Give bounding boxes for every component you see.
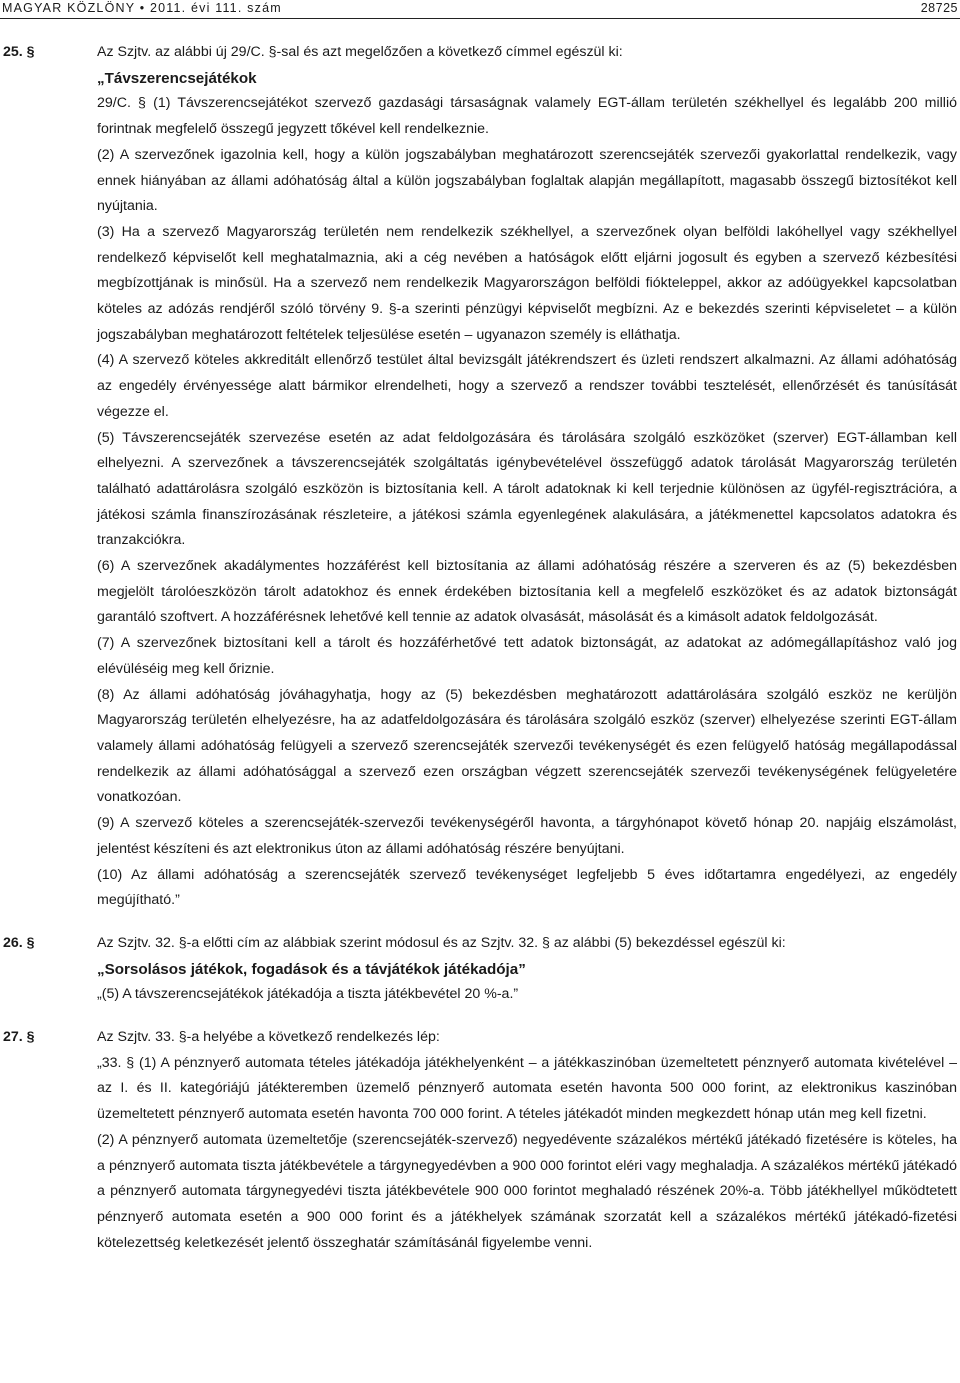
- journal-title: MAGYAR KÖZLÖNY • 2011. évi 111. szám: [2, 1, 282, 15]
- section-number: 26. §: [3, 934, 35, 951]
- paragraph: (9) A szervező köteles a szerencsejáték-szervezői tevékenységéről havonta, a tárgyhónapot követő hónap 20. napjáig elszámolást, jelentést készíteni és azt elektronikus úton az állami adóhatóság részére benyújtani.: [97, 815, 957, 857]
- paragraph: Az Szjtv. 32. §-a előtti cím az alábbiak szerint módosul és az Szjtv. 32. § az alábbi (5) bekezdéssel egészül ki:: [97, 934, 786, 951]
- paragraph: „33. § (1) A pénznyerő automata tételes játékadója játékhelyenként – a játékkaszinóban üzemeltetett pénznyerő automata kivételével – az I. és II. kategóriájú játékteremben üzemelő pénznyerő automata esetén havonta 500 000 forint, az elektronikus kaszinóban üzemeltetett pénznyerő automata esetén havonta 700 000 forint. A tételes játékadót minden megkezdett hónap után meg kell fizetni.: [97, 1054, 957, 1123]
- paragraph: (10) Az állami adóhatóság a szerencsejáték szervező tevékenységet legfeljebb 5 éves időtartamra engedélyezi, az engedély megújítható.”: [97, 866, 957, 909]
- paragraph: (4) A szervező köteles akkreditált ellenőrző testület által bevizsgált játékrendszert és üzleti rendszert alkalmazni. Az állami adóhatóság az engedély érvényessége alatt bármikor elrendelheti, hogy a szervező a rendszer további tesztelését, ellenőrzését és tanúsítását végezze el.: [97, 352, 957, 420]
- section: [0, 40, 960, 914]
- paragraph: (5) Távszerencsejáték szervezése esetén az adat feldolgozására és tárolására szolgáló eszközöket (szerver) EGT-államban kell elhelyezni. A szervezőnek a távszerencsejáték szolgáltatás igénybevételével összefüggő adatok tárolását Magyarország területén található adattárolásra szolgáló eszközön is biztosítania kell. A tárolt adatoknak ki kell terjednie különösen az ügyfél-regisztrációra, a játékosi számla finanszírozásának részleteire, a játékosi számla egyenlegének alakulására, a játékmenettel kapcsolatos adatokra és tranzakciókra.: [97, 429, 957, 549]
- paragraph: (3) Ha a szervező Magyarország területén nem rendelkezik székhellyel, a szervezőnek olyan belföldi lakóhellyel vagy székhellyel rendelkező képviselőt kell meghatalmaznia, aki a cég nevében a hatóságok előtt eljárni jogosult és egyben a szervező kézbesítési megbízottjának is minősül. Ha a szervező nem rendelkezik Magyarországon belföldi fiókteleppel, akkor az adóügyekkel kapcsolatban köteles az adózás rendjéről szóló törvény 9. §-a szerinti pénzügyi képviselőt megbízni. Az e bekezdés szerinti képviseletet – a külön jogszabályban meghatározott feltételek teljesülése esetén – ugyanazon személy is elláthatja.: [97, 223, 957, 343]
- section: [0, 1025, 960, 1256]
- document-body: [0, 40, 960, 1273]
- page-header: [0, 0, 960, 18]
- section-number: 25. §: [3, 44, 35, 60]
- paragraph: 29/C. § (1) Távszerencsejátékot szervező gazdasági társaságnak valamely EGT-állam területén székhellyel és legalább 200 millió forintnak megfelelő összegű jegyzett tőkével kell rendelkeznie.: [97, 95, 957, 138]
- paragraph: Az Szjtv. az alábbi új 29/C. §-sal és azt megelőzően a következő címmel egészül ki:: [97, 44, 623, 60]
- paragraph: (6) A szervezőnek akadálymentes hozzáférést kell biztosítania az állami adóhatóság részére a szerveren és az (5) bekezdésben megjelölt tárolóeszközön tárolt adatokhoz és ennek érdekében biztosítania kell a megfelelő eszközöket és az adatok biztonságát garantáló szoftvert. A hozzáférésnek lehetővé kell tennie az adatok olvasását, másolását és a kimásolt adatok feldolgozását.: [97, 558, 957, 626]
- paragraph: (2) A pénznyerő automata üzemeltetője (szerencsejáték-szervező) negyedévente százalékos mértékű játékadó fizetésére is köteles, ha a pénznyerő automata tiszta játékbevétele a tárgynegyedévben a 900 000 forintot eléri vagy meghaladja. A százalékos mértékű játékadó a pénznyerő automata tárgynegyedévi tiszta játékbevétele 900 000 forintot meghaladó részének 20%-a. Több játékhellyel működtetett pénznyerő automata esetén a 900 000 forint és a játékhelyek számának szorzatát kell a százalékos mértékű játékadó-fizetési kötelezettség keletkezését jelentő összeghatár számításánál figyelembe venni.: [97, 1131, 957, 1251]
- paragraph: (2) A szervezőnek igazolnia kell, hogy a külön jogszabályban meghatározott szerencsejáték szervezői gyakorlattal rendelkezik, vagy ennek hiányában az állami adóhatóság által a külön jogszabályban foglaltak alapján megállapított, magasabb összegű biztosítékot kell nyújtania.: [97, 146, 957, 215]
- section-body: [97, 1025, 957, 1256]
- header-divider: [0, 18, 960, 19]
- section-number: 27. §: [3, 1029, 35, 1046]
- section-body: [97, 931, 957, 1008]
- paragraph: (8) Az állami adóhatóság jóváhagyhatja, hogy az (5) bekezdésben meghatározott adattárolására szolgáló eszköz ne kerüljön Magyarország területén elhelyezésre, ha az adatfeldolgozására és tárolására szolgáló eszköz (szerver) elhelyezése szerinti EGT-állam valamely állami adóhatóság felügyeli a szervező szerencsejáték szervezői tevékenységét és ezen felügyelő hatóság megállapodással rendelkezik az állami adóhatósággal a szervező ezen országban végzett szerencsejáték szervezői tevékenységének felügyeletére vonatkozóan.: [97, 686, 957, 806]
- section-body: [97, 40, 957, 914]
- section-heading: „Távszerencsejátékok: [97, 69, 257, 87]
- paragraph: (7) A szervezőnek biztosítani kell a tárolt és hozzáférhetővé tett adatok biztonságát, az adatokat az adómegállapításhoz való jog elévüléséig meg kell őriznie.: [97, 635, 957, 677]
- paragraph: „(5) A távszerencsejátékok játékadója a tiszta játékbevétel 20 %-a.”: [97, 986, 519, 1003]
- section: [0, 931, 960, 1008]
- section-heading: „Sorsolásos játékok, fogadások és a távjátékok játékadója”: [97, 960, 526, 978]
- paragraph: Az Szjtv. 33. §-a helyébe a következő rendelkezés lép:: [97, 1029, 440, 1046]
- page-number: 28725: [920, 1, 958, 15]
